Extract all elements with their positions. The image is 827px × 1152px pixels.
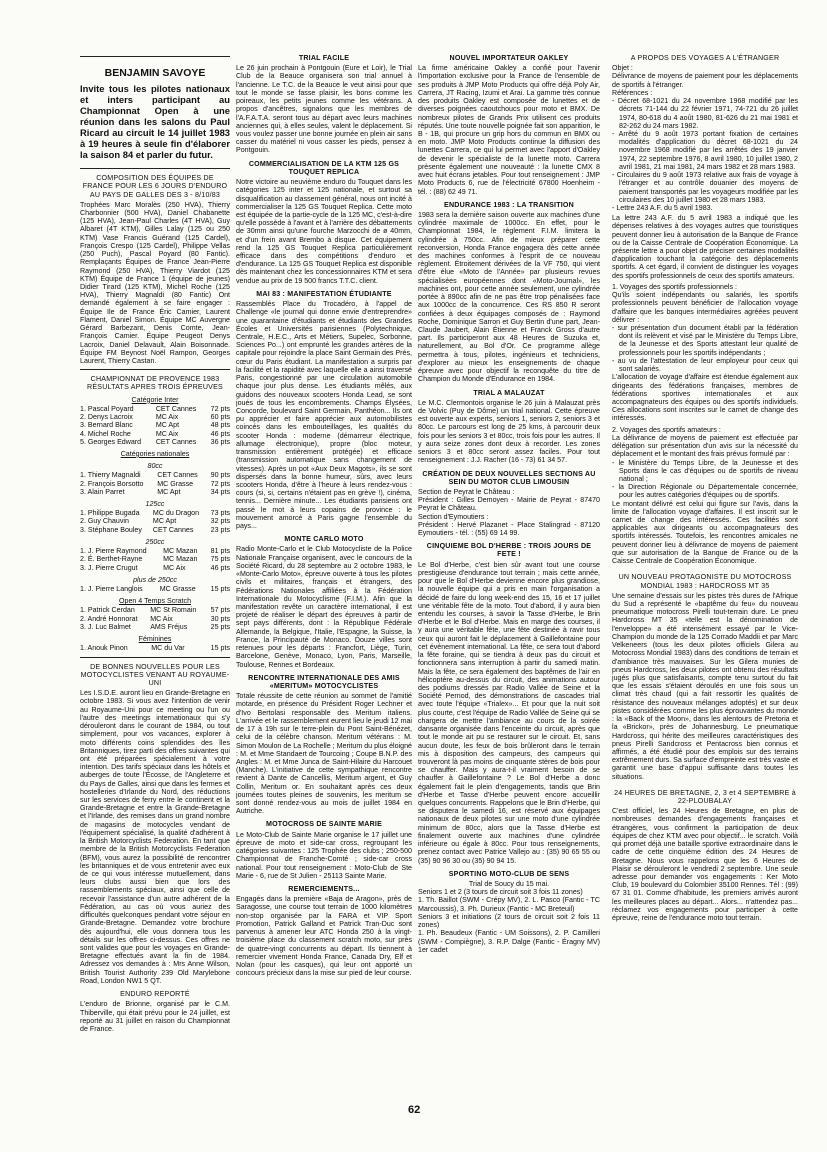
motocross-text: Le Moto-Club de Sainte Marie organise le 17 juillet une épreuve de moto et side-car cross, regroupant les catégories suivantes : 125 Trophée des clubs ; 250-500 Championnat de Franche-Comté ; side-car cross national. Pour tout renseignement : Moto-Club de Ste Marie - 6, rue de St Julien - 25113 Sainte Marie. bbox=[236, 830, 412, 880]
club-name: MC Aix bbox=[150, 614, 173, 623]
amateurs-heading: 2. Voyages des sportifs amateurs : bbox=[612, 425, 721, 434]
objet-text: Délivrance de moyens de paiement pour les déplacements de sportifs à l'étranger. bbox=[612, 72, 798, 89]
savoye-heading: BENJAMIN SAVOYE bbox=[104, 67, 206, 79]
endurance-text: 1983 sera la dernière saison ouverte aux machines d'une cylindrée maximale de 1000cc. En effet, pour le Championnat 1984, le règlement F.I.M. limitera la cylindrée à 750cc. Afin de mieux préparer cette reconversion, Honda France engagera dès cette année des machines conformes à l'esprit de ce nouveau règlement. Étroitement dérivées de la VF 750, qui vient d'être élue «Moto de l'Année» par plusieurs revues spécialisées européennes dont «Moto-Journal», les machines ont, pour cette année seulement, une cylindrée portée à 890cc afin de ne pas être trop pénalisées face aux 1000cc de la concurrence. Ces RS 850 R seront confiées à deux équipages composés de : Raymond Roche, Dominique Sarron et Guy Bertin d'une part, Jean-Claude Jaubert, Alain Étienne et Franck Gross d'autre part. Ils participeront aux 48 Heures de Suzuka et, naturellement, au Bol d'Or. Ce programme allège permettra à tous, pilotes, ingénieurs et techniciens, d'explorer au mieux les enseignements de chaque épreuve avec pour objectif la reconquête du titre de Champion du Monde d'Endurance en 1984. bbox=[418, 210, 600, 384]
pros-heading: 1. Voyages des sportifs professionnels : bbox=[612, 282, 737, 291]
sens-line: 1. Th. Baillot (SWM - Crépy MV), 2. L. Pasco (Fantic - TC Marcoussis), 3. Ph. Durieux (Fantic - MC Breteuil) bbox=[418, 896, 600, 913]
club-name: MC Mazan bbox=[163, 555, 198, 564]
savoye-notice: Invite tous les pilotes nationaux et inters participant au Championnat Open à une réunion dans les salons du Paul Ricard au circuit le 14 juillet 1983 à 19 heures à seule fin d'élaborer la saison 84 et parler du futur. bbox=[80, 83, 230, 161]
divider bbox=[80, 657, 230, 658]
voyages-intro: La lettre 243 A.F. du 5 avril 1983 a indiqué que les dépenses relatives à des voyages autres que touristiques peuvent donner lieu à autorisation de la Banque de France ou de la Caisse Centrale de Coopération Économique. La présente lettre a pour objet de préciser certaines modalités d'application touchant la catégorie des déplacements sportifs. A cet égard, il convient de distinguer les voyages des sportifs professionnels de ceux des sportifs amateurs. bbox=[612, 214, 798, 280]
club-name: AMS Fréjus bbox=[150, 622, 188, 631]
results-category-heading: Féminines bbox=[138, 635, 172, 644]
results-row bbox=[80, 623, 230, 631]
reference-item: - Arrêté du 9 août 1973 portant fixation de certaines modalités d'application du décret 68-1021 du 24 novembre 1968 modifié par les arrêtés des 19 janvier 1974, 22 septembre 1976, 8 avril 1980, 10 juillet 1980, 2 avril 1981, 21 mai 1981, 24 mars 1982 et 28 mars 1983. bbox=[612, 129, 798, 171]
points: 46 pts bbox=[210, 429, 230, 438]
amateurs-item: - le Ministère du Temps Libre, de la Jeunesse et des Sports dans le cas d'équipes ou de sportifs de niveau national ; bbox=[612, 458, 798, 483]
club-name: MC Grasse bbox=[157, 479, 194, 488]
points: 60 pts bbox=[210, 413, 230, 422]
points: 57 pts bbox=[210, 606, 230, 615]
monte-carlo-text: Radio Monte-Carlo et le Club Motocycliste de la Police Nationale Française organisent, avec le concours de la Société Ricard, du 28 septembre au 2 octobre 1983, le «Monte-Carlo Moto», épreuve ouverte à tous les pilotes civils et militaires, français et étrangers, des Fédérations Nationales affiliées à la Fédération Internationale du Motocyclisme (F.I.M.). Afin que la manifestation revête un caractère international, il est projeté de réaliser le départ des épreuves à partir de sept pays différents, dont : la République Fédérale Allemande, la Belgique, l'Italie, l'Espagne, la Suisse, la France, la Principauté de Monaco. Douze villes sont retenues pour les départs : Francfort, Liège, Turin, Barcelone, Genève, Monaco, Lyon, Paris, Marseille, Toulouse, Rennes et Bordeaux. bbox=[236, 545, 412, 669]
results-row bbox=[80, 615, 230, 623]
results-table bbox=[80, 396, 230, 653]
points: 30 pts bbox=[210, 614, 230, 623]
endurance-heading: ENDURANCE 1983 : LA TRANSITION bbox=[444, 200, 574, 209]
touquet-text: Notre victoire au neuvième enduro du Touquet dans les catégories 125 inter et 125 nationale, et surtout sa disqualification au classement général, nous ont incité à commercialiser la 125 GS Touquet Replica. Cette moto est équipée de la partie-cycle de la 125 MC, c'est-à-dire qu'elle possède à l'avant et à l'arrière des débattements de 30mm ainsi qu'une fourche Marzocchi de ø 40mm, et d'un frein avant Brembo à disque. Cet équipement rend la 125 GS Touquet Replica particulièrement efficace dans des compétitions d'enduro et d'endurance. La 125 GS Touquet Replica est disponible dès maintenant chez les concessionnaires KTM et sera vendue au prix de 19 500 francs T.T.C. client. bbox=[236, 178, 412, 285]
pros-list bbox=[612, 324, 798, 373]
results-row bbox=[80, 644, 230, 652]
club-name: MC du Var bbox=[151, 644, 185, 653]
points: 32 pts bbox=[210, 517, 230, 526]
club-name: MC Aix bbox=[155, 429, 179, 438]
limousin-line: Président : Gilles Demoyen - Mairie de Peyrat - 87470 Peyrat le Château. bbox=[418, 496, 600, 513]
club-name: MC Aix bbox=[163, 563, 186, 572]
results-row bbox=[80, 480, 230, 488]
rider-name: 1. J. Pierre Raymond bbox=[80, 547, 147, 556]
references-label: Références : bbox=[612, 88, 653, 97]
results-category-heading: plus de 250cc bbox=[133, 575, 177, 584]
composition-heading: COMPOSITION DES ÉQUIPES DE FRANCE POUR LES 6 JOURS D'ENDURO AU PAYS DE GALLES DES 3 - 8/10/83 bbox=[82, 174, 228, 199]
sens-line: Seniors 3 et initiations (2 tours de circuit soit 2 fois 11 zones) bbox=[418, 912, 600, 930]
voyages-heading: A PROPOS DES VOYAGES A L'ÉTRANGER bbox=[630, 54, 780, 62]
results-row bbox=[80, 421, 230, 429]
limousin-line: Président : Hervé Plazanet - Place Stalingrad - 87120 Eymoutiers - tél. : (55) 69 14 99. bbox=[418, 520, 600, 538]
club-name: MC Mazan bbox=[163, 547, 198, 556]
results-row bbox=[80, 585, 230, 593]
rider-name: 1. J. Pierre Langlois bbox=[80, 585, 143, 594]
results-row bbox=[80, 606, 230, 614]
results-category-table bbox=[80, 644, 230, 652]
amateurs-list bbox=[612, 459, 798, 500]
sens-subtitle: Trial de Soucy du 15 mai. bbox=[468, 880, 550, 888]
club-name: CET Cannes bbox=[152, 525, 194, 534]
sens-heading: SPORTING MOTO-CLUB DE SENS bbox=[448, 869, 570, 878]
results-row bbox=[80, 526, 230, 534]
remerciements-heading: REMERCIEMENTS... bbox=[288, 885, 360, 893]
page-number: 62 bbox=[408, 1104, 421, 1116]
points: 25 pts bbox=[210, 622, 230, 631]
limousin-line: Section de Peyrat le Château : bbox=[418, 487, 515, 496]
rider-name: 1. Pascal Poyard bbox=[80, 404, 134, 413]
club-name: MC St Romain bbox=[150, 606, 197, 615]
results-category-heading: Catégories nationales bbox=[120, 449, 190, 458]
bol-herbe-text: Le Bol d'Herbe, c'est bien sûr avant tout une course prestigieuse d'endurance tout terrain ; mais cette année, pour que le Bol d'Herbe devienne encore plus grandiose, la nouvelle équipe qui a pris en main l'organisation a décidé de faire du long week-end des 15, 16 et 17 juillet une véritable fête de la moto. Tout d'abord, il y aura bien entendu les courses, à savoir la Tasse d'Herbe, le Brin d'Herbe et le Bol d'Herbe. Mais en marge des courses, il y aura une véritable fête, une fête destinée à ravir tous ceux qui auront fait le déplacement à Gaillefontaine pour cet événement international. La fête, ce sera tout d'abord la fête foraine, qui se tiendra à deux pas du circuit et fonctionnera sans interruption à partir du samedi matin. Mais la fête, ce sera également des baptêmes de l'air en hélicoptère au-dessus du circuit, des animations autour des podiums dressés par Radio Vallée de Seine et la Société Pernod, des démonstrations de cascades trial avec toute l'équipe «Trialex»... Et pour que la nuit soit plus courte, c'est l'équipe de Radio Vallée de Seine qui se chargera de mettre l'ambiance au cours de la soirée dansante organisée dans l'enceinte du circuit, après que tout le monde ait pu se restaurer sur le circuit. Et, sans aucun doute, les feux de bois brûleront dans le terrain mis à disposition des campeurs, des campeurs qui trouveront là pas moins de cinquante stères de bois pour se chauffer. Mais y aura-t-il vraiment besoin de se chauffer à Gaillefontaine ? Le Bol d'Herbe a donc également fait le plein d'engagements, tandis que Brin d'Herbe et Tasse d'Herbe peuvent encore accueillir quelques concurrents. Rappelons que le Brin d'Herbe, qui se disputera le samedi 16, est réservé aux équipages nationaux de deux pilotes sur une moto d'une cylindrée minimum de 80cc, alors que la Tasse d'Herbe est finalement ouverte aux machines d'une cylindrée inférieure ou égale à 80cc. Pour tous renseignements, prenez contact avec Patrice Vallejo au : (35) 90 65 55 ou (35) 90 96 30 ou (35) 90 94 15. bbox=[418, 560, 600, 865]
bonnes-nouvelles-heading: DE BONNES NOUVELLES POUR LES MOTOCYCLISTES VENANT AU ROYAUME-UNI bbox=[80, 662, 230, 687]
results-category-heading: Open 4 Temps Scratch bbox=[118, 597, 192, 606]
results-row bbox=[80, 471, 230, 479]
monte-carlo-heading: MONTE CARLO MOTO bbox=[284, 535, 364, 544]
column-2 bbox=[236, 52, 412, 1102]
rencontre-heading: RENCONTRE INTERNATIONALE DES AMIS «MERITUM» MOTOCYCLISTES bbox=[248, 673, 400, 690]
rider-name: 3. J. Luc Balmet bbox=[80, 622, 131, 631]
club-name: MC Grasse bbox=[159, 585, 196, 594]
rider-name: 2. Guy Chauvin bbox=[80, 517, 129, 526]
divider bbox=[80, 56, 230, 57]
rencontre-text: Totale réussite de cette réunion au sommet de l'amitié motarde, en présence du Président Roger Lechner et d'Ivo Bertolasi responsable des Meritum italiens. L'arrivée et le rassemblement eurent lieu le jeudi 12 mai de 17 à 19h sur le terre-plein du Pont Saint-Bénézet, celui de la célèbre chanson. Meritum vétérans : M. Simon Moulon de La Rochelle ; Meritum du plus éloigné : M. et Mme Standaert de Tourcoing ; Coupe B.N.P. des Angles : M. et Mme Junca de Saint-Hilaire du Harcouet (Manche). L'initiative de cette sympathique rencontre revient à Dante de Cancellis, Meritum argent, et Guy Collin, Meritum or. En souhaitant après ces deux journées toutes pleines de souvenirs, les meritum se sont donné rendez-vous au mois de juillet 1984 en Autriche. bbox=[236, 692, 412, 816]
bretagne-text: C'est officiel, les 24 Heures de Bretagne, en plus de nombreuses demandes d'engagements françaises et étrangères, vous confirment la participation de deux équipes de chez KTM avec pour objectif... le scratch. Voilà qui promet déjà une bataille sportive extraordinaire dans le cadre de cette cinquième édition des 24 Heures de Bretagne. Nous vous rappelons que les 6 Heures de Plaisir se dérouleront le vendredi 2 septembre. Une seule adresse pour demander vos engagements : Ker Moto Club, 19 boulevard du Colombier 35100 Rennes. Tél : (99) 67 31 01. Comme d'habitude, les premiers arrivés auront les meilleures places au départ... Alors... n'attendez pas... réclamez vos engagements pour participer à cette épreuve, reine de l'endurance moto tout terrain. bbox=[612, 807, 798, 923]
points: 46 pts bbox=[210, 563, 230, 572]
results-category-table bbox=[80, 606, 230, 631]
reference-item: - Circulaires du 9 août 1973 relative aux frais de voyage à l'étranger et au contrôle douanier des moyens de paiement transportés par les voyageurs modifiée par les circulaires des 10 juillet 1980 et 28 mars 1983. bbox=[612, 171, 798, 204]
mai83-heading: MAI 83 : MANIFESTATION ÉTUDIANTE bbox=[256, 289, 392, 298]
amateurs-text-2: Le montant délivré est celui qui figure sur l'avis, dans la limite de l'allocation voyage d'affaires. Il est inscrit sur le carnet de change des intéressés. Ces facilités sont applicables aux dirigeants ou accompagnateurs des sportifs intéressés. Toutefois, les rencontres amicales ne peuvent donner lieu à délivrance de moyens de paiement que sur autorisation de la Banque de France ou de la Caisse Centrale de Coopération Économique. bbox=[612, 499, 798, 566]
results-row bbox=[80, 509, 230, 517]
amateurs-item: - la Direction Régionale ou Départementale concernée, pour les autres catégories d'équipes ou de sportifs. bbox=[612, 483, 798, 500]
results-category-heading: 250cc bbox=[145, 537, 165, 546]
rider-name: 3. Bernard Blanc bbox=[80, 421, 133, 430]
bol-herbe-heading: CINQUIEME BOL D'HERBE : TROIS JOURS DE FETE ! bbox=[426, 542, 592, 559]
rider-name: 3. Stéphane Bouley bbox=[80, 525, 142, 534]
rider-name: 2. É. Berthet-Rayne bbox=[80, 555, 143, 564]
points: 72 pts bbox=[210, 479, 230, 488]
results-category-table bbox=[80, 471, 230, 496]
club-name: CET Cannes bbox=[155, 437, 197, 446]
provence-heading: CHAMPIONNAT DE PROVENCE 1983 RÉSULTATS APRES TROIS ÉPREUVES bbox=[87, 375, 223, 392]
points: 34 pts bbox=[210, 487, 230, 496]
sens-line: Seniors 1 et 2 (3 tours de circuit soit 3 fois 11 zones) bbox=[418, 888, 583, 897]
divider bbox=[80, 369, 230, 370]
club-name: MC Aix bbox=[155, 413, 179, 422]
points: 36 pts bbox=[210, 437, 230, 446]
rider-name: 1. Anouk Pinon bbox=[80, 644, 128, 653]
results-row bbox=[80, 413, 230, 421]
composition-text: Trophées Marc Moralès (250 HVA), Thierry Charbonnier (500 HVA), Daniel Chabanette (125 HVA), Jean-Paul Charles (4T HVA), Guy Albaret (4T KTM), Gilles Lalay (125 ou 250 KTM) Vase Francis Guérand (125 Cardel), François Crespo (125 Cardel), Philippe Vellas (250 Puch), Pascal Poyard (80 Fantic). Remplaçants Équipes de France Jean-Pierre Raymond (250 HVA), Thierry Viardot (125 KTM) Équipe de France 1 (équipe de jeunes) Didier Tirard (125 KTM), Michel Roche (125 HVA), Thierry Magnaldi (80 Fantic) Ont demandé également à se faire engager : Équipe Ile de France Éric Camier, Laurent Flament, Daniel Simon. Équipe MC Auvergne Gérard Barbezant, Denis Comte, Jean-François Camier. Équipe Peugeot Denys Lacroix, Daniel Delavault, Alain Boisonnade. Équipe FM Beynost Noël Rampon, Georges Laurent, Thierry Castan. bbox=[80, 200, 230, 365]
column-3 bbox=[418, 52, 600, 1102]
points: 72 pts bbox=[210, 404, 230, 413]
trial-facile-heading: TRIAL FACILE bbox=[298, 54, 350, 62]
points: 15 pts bbox=[210, 644, 230, 653]
points: 90 pts bbox=[210, 471, 230, 480]
rider-name: 1. Thierry Magnaldi bbox=[80, 471, 141, 480]
points: 15 pts bbox=[210, 585, 230, 594]
amateurs-text: La délivrance de moyens de paiement est effectuée par délégation sur présentation d'un avis sur la nécessité du déplacement et le montant des frais prévus formulé par : bbox=[612, 433, 798, 459]
rider-name: 5. Georges Edward bbox=[80, 437, 142, 446]
limousin-list bbox=[418, 488, 600, 537]
results-row bbox=[80, 405, 230, 413]
rider-name: 4. Michel Roche bbox=[80, 429, 131, 438]
results-row bbox=[80, 517, 230, 525]
results-category-table bbox=[80, 405, 230, 446]
club-name: MC du Dragon bbox=[152, 509, 200, 518]
points: 73 pts bbox=[210, 509, 230, 518]
club-name: CET Cannes bbox=[155, 404, 197, 413]
club-name: CET Cannes bbox=[157, 471, 198, 480]
column-4 bbox=[612, 52, 798, 1102]
limousin-heading: CRÉATION DE DEUX NOUVELLES SECTIONS AU SEIN DU MOTOR CLUB LIMOUSIN bbox=[422, 469, 596, 486]
rider-name: 3. Alain Parret bbox=[80, 487, 125, 496]
points: 48 pts bbox=[210, 421, 230, 430]
results-category-heading: Catégorie Inter bbox=[131, 395, 179, 404]
malauzat-text: Le M.C. Clermontois organise le 26 juin à Malauzat près de Volvic (Puy de Dôme) un trial national. Cette épreuve est ouverte aux experts, seniors 1, seniors 2, seniors 3 et 80cc. Le parcours est long de 25 kms, à parcourir deux fois pour les seniors 3 et 80cc, trois fois pour les autres. Il y aura seize zones dont deux à recorder. Les zones seniors 3 et 80cc seront assez faciles. Pour tout renseignement : J.J. Racher (16 - 73) 61 34 57. bbox=[418, 398, 600, 465]
points: 23 pts bbox=[210, 525, 230, 534]
sens-results bbox=[418, 888, 600, 954]
rider-name: 1. Patrick Cerdan bbox=[80, 606, 135, 615]
sens-line: 1. Ph. Beaudeux (Fantic - UM Soissons), 2. P. Camilleri (SWM - Compiègne), 3. R.P. Dalge (Fantic - Éragny MV) 1er cadet bbox=[418, 929, 600, 954]
enduro-text: L'enduro de Brionne, organisé par le C.M. Thiberville, qui était prévu pour le 24 juillet, est reporté au 31 juillet en raison du Championnat de France. bbox=[80, 1000, 230, 1033]
pros-item: - sur présentation d'un document établi par la fédération dont ils relèvent et visé par le Ministère du Temps Libre, de la Jeunesse et des Sports attestant leur qualité de professionnels pour les sportifs indépendants ; bbox=[612, 324, 798, 357]
malauzat-heading: TRIAL A MALAUZAT bbox=[473, 388, 545, 397]
results-row bbox=[80, 430, 230, 438]
results-row bbox=[80, 555, 230, 563]
results-row bbox=[80, 438, 230, 446]
enduro-heading: ENDURO REPORTÉ bbox=[120, 990, 190, 999]
results-category-table bbox=[80, 547, 230, 572]
hardcross-text: Une semaine d'essais sur les pistes très dures de l'Afrique du Sud a représenté le «baptême du feu» du nouveau pneumatique motocross Pirelli tout-terrain dure. Le pneu Hardcross MT 35 «telle est la dénomination de l'enveloppe» a été intensément essayé par le Vice-Champion du monde de la 125 Corrado Maddii et par Marc Velkeneers (tous les deux pilotes officiels Gilera au Motocross Mondial 1983) dans des conditions de terrain et d'ambiance très mauvaises. Sur les Gilera munies de pneus Hardcross, les deux pilotes ont obtenu des résultats jugés plus que satisfaisants, compte tenu surtout du fait que les essais s'étaient déroulés en une fois sous un climat très chaud (qui a fait ressortir les qualités de résistance des nouveaux mélanges adoptés) et sur deux pistes considérées comme les plus éprouvantes du monde : la «Back of the Moon», dans les alentours de Pretoria et la «Brickor», près de Johannesburg. Le pneumatique Hardcross, qui hérite des meilleures caractéristiques des pneus Pirelli Sandcross et Pentacross bien connus et affirmés, a été étudié pour des emplois sur des terrains extrêmement durs. Sa surface d'empreinte est très vaste et garantit une base d'appui suffisante dans toutes les situations. bbox=[612, 591, 798, 781]
points: 81 pts bbox=[210, 547, 230, 556]
references-list bbox=[612, 97, 798, 212]
column-1 bbox=[80, 52, 230, 1102]
pros-text-2: L'allocation de voyage d'affaire est étendue également aux dirigeants des fédérations françaises, membres de fédérations sportives internationales et aux accompagnateurs des équipes ou des sportifs individuels. Ces allocations sont inscrites sur le carnet de change des intéressés. bbox=[612, 373, 798, 423]
bretagne-heading: 24 HEURES DE BRETAGNE, 2, 3 et 4 SEPTEMBRE à 22-PLOUBALAY bbox=[614, 788, 796, 806]
hardcross-heading: UN NOUVEAU PROTAGONISTE DU MOTOCROSS MONDIAL 1983 : HARDCROSS MT 35 bbox=[618, 573, 792, 590]
rider-name: 2. François Borsotto bbox=[80, 479, 144, 488]
results-category-heading: 125cc bbox=[145, 500, 165, 509]
bonnes-nouvelles-text: Les I.S.D.E. auront lieu en Grande-Bretagne en octobre 1983. Si vous avez l'intention de venir au Royaume-Uni pour ce meeting ou l'un ou l'autre des meetings internationaux qui s'y dérouleront dans le courant de 1984, ou tout simplement, pour vos vacances, explorer à moto différents coins splendides des îles Britanniques, tirez parti des offres suivantes qui ont été préparées spécialement à votre intention. Des tarifs spéciaux dans les hôtels et auberges de toute l'Écosse, de l'Angleterre et du Pays de Galles, ainsi que dans les fermes et hostelleries d'Irlande du Nord, des réductions sur les services de ferry entre le continent et la Grande-Bretagne et entre la Grande-Bretagne et l'Irlande, des remises dans un grand nombre de magasins de motocycles vendant de l'équipement spécialisé, la qualité d'adhérent à la British Motorcyclists Federation. En tant que membre de la British Motorcyclists Federation (BFM), vous aurez la possibilité de rencontrer les britanniques et de vous entretenir avec eux de ce qui vous intéresse mutuellement, dans leurs clubs aussi bien que lors des rassemblements spéciaux, ainsi que celle de recevoir l'assistance d'un autre adhérent de la Fédération, au cas où vous auriez des difficultés quelconques pendant votre séjour en Grande-Bretagne. Demandez votre brochure dès aujourd'hui, elle vous donnera tous les détails sur les offres ci-dessus. Ces offres ne sont valides que pour les voyages en Grande-Bretagne effectués avant la fin de 1984. Adressez vos demandes à : Mrs Anne Wilson, British Tourist Authority 239 Old Marylebone Road, London NW1 5 QT. bbox=[80, 689, 230, 985]
pros-text: Qu'ils soient indépendants ou salariés, les sportifs professionnels peuvent bénéficier de l'allocation voyage d'affaire que les banques intermédiaires agréées peuvent délivrer : bbox=[612, 291, 798, 324]
results-row bbox=[80, 488, 230, 496]
trial-facile-text: Le 26 juin prochain à Pontgouin (Eure et Loir), le Trial Club de la Beauce organisera son trial annuel à l'ancienne. Le T.C. de la Beauce le veut ainsi pour que tout le monde se fasse plaisir, les bons comme les poireaux, les petits jeunes comme les vétérans. A propos d'ancêtres, signalons que les membres de l'A.F.A.T.A. seront tous au départ avec leurs machines anciennes qui, à elles seules, valent le déplacement. Si vous voulez passer une bonne journée en plein air sans casser du matériel ni vous casser les pieds, pensez à Pontgouin. bbox=[236, 64, 412, 155]
limousin-line: Section d'Eymoutiers : bbox=[418, 512, 489, 521]
results-category-table bbox=[80, 509, 230, 534]
rider-name: 2. Denys Lacroix bbox=[80, 413, 133, 422]
remerciements-text: Engagés dans la première «Baja de Aragon», près de Saragosse, une course tout terrain de 1000 kilomètres non-stop organisée par la FARA et VIP Sport Promotion, Patrick Galland et Patrick Tran-Duc sont parvenus à amener leur ATC Honda 250 à la vingt-troisième place du classement scratch moto, sur près de quatre-vingt concurrents au départ. Ils tiennent à remercier vivement Honda France, Canada Dry, Elf et Nolan (pour les casques), qui leur ont apporté un concours précieux dans la mise sur pied de leur course. bbox=[236, 895, 412, 978]
rider-name: 1. Philippe Bugada bbox=[80, 509, 140, 518]
oakley-text: La firme américaine Oakley a confié pour l'avenir l'importation exclusive pour la France de l'ensemble de ses produits à JMP Moto Products qui offre déjà Poly Air, Carrera, JT Racing, Izumi et Arai. La gamme très connue des produits Oakley est composée de lunettes et de diverses poignées caoutchoucs pour moto et BMX. De nombreux pilotes de Grands Prix utilisent ces produits réputés. Une toute nouvelle poignée fait son apparition, le B - 1B, qui procure un grip hors du commun en BMX ou en moto. JMP Moto Products continue la diffusion des lunettes Carrera, ce qui lui permet avec l'apport d'Oakley de devenir le spécialiste de la lunette moto. Carrera présente également une nouveauté : la lunette CMX 8 avec huit écrans jetables. Pour tout renseignement : JMP Moto Products 6, rue de l'électricité 67800 Hoenheim - tél. : (88) 62 49 71. bbox=[418, 64, 600, 196]
results-category-table bbox=[80, 585, 230, 593]
results-row bbox=[80, 564, 230, 572]
points: 75 pts bbox=[210, 555, 230, 564]
motocross-heading: MOTOCROSS DE SAINTE MARIE bbox=[265, 820, 382, 829]
objet-label: Objet : bbox=[612, 64, 633, 73]
results-category-heading: 80cc bbox=[147, 462, 163, 471]
rider-name: 3. J. Pierre Crugut bbox=[80, 563, 138, 572]
club-name: MC Apt bbox=[155, 421, 180, 430]
oakley-heading: NOUVEL IMPORTATEUR OAKLEY bbox=[449, 54, 569, 62]
touquet-heading: COMMERCIALISATION DE LA KTM 125 GS TOUQUET REPLICA bbox=[248, 159, 400, 176]
reference-item: - Décret 68-1021 du 24 novembre 1968 modifié par les décrets 71-144 du 22 février 1971, 74-721 du 26 juillet 1974, 80-618 du 4 août 1980, 81-626 du 21 mai 1981 et 82-262 du 24 mars 1982. bbox=[612, 97, 798, 130]
rider-name: 2. André Honnorat bbox=[80, 614, 138, 623]
mai83-text: Rassemblés Place du Trocadéro, à l'appel de Challenge «le journal qui donne envie d'entreprendre» une quarantaine d'étudiants et étudiants des Grandes Écoles et Universités parisiennes (Polytechnique, Centrale, H.E.C., Arts et Métiers, Supelec, Sorbonne, Sciences Po...) ont emprunté les grandes artères de la capitale pour rejoindre la place Saint Germain des Prés, cœur du Paris étudiant. La manifestation a surpris par la facilité et la rapidité avec laquelle elle a ainsi traversé Paris, congestionné par une circulation automobile chaque jour plus dense. Les étudiants mêlés, aux guidons des nouveaux scooters Honda Lead, se sont joués de tous les encombrements. Champs Élysées, Concorde, boulevard Saint Germain, Panthéon... Ils ont pu apprécier et faire apprécier aux automobilistes coincés dans les embouteillages, les qualités du scooter Honda : moderne (démarreur électrique, allumage électronique), propre (bloc moteur, transmission entièrement protégée) et efficace (transmission automatique sans changement de vitesses). Après un pot «Aux Deux Magots», ils se sont dispersés dans la bonne humeur, sûrs, avec leurs scooters Honda, d'être à l'heure à leurs rendez-vous : cours (si, si, certains n'étaient pas en grève !), cinéma, tennis... Dernière minute... Les étudiants parisiens ont passé le mot à leurs copains de province : le mouvement amorcé à Paris gagne l'ensemble du pays... bbox=[236, 300, 412, 531]
club-name: MC Apt bbox=[152, 517, 177, 526]
club-name: MC Apt bbox=[157, 487, 181, 496]
reference-item: - Lettre 243 A.F. du 5 avril 1983. bbox=[612, 203, 713, 212]
pros-item: - au vu de l'attestation de leur employeur pour ceux qui sont salariés. bbox=[612, 356, 798, 374]
divider bbox=[80, 168, 230, 169]
